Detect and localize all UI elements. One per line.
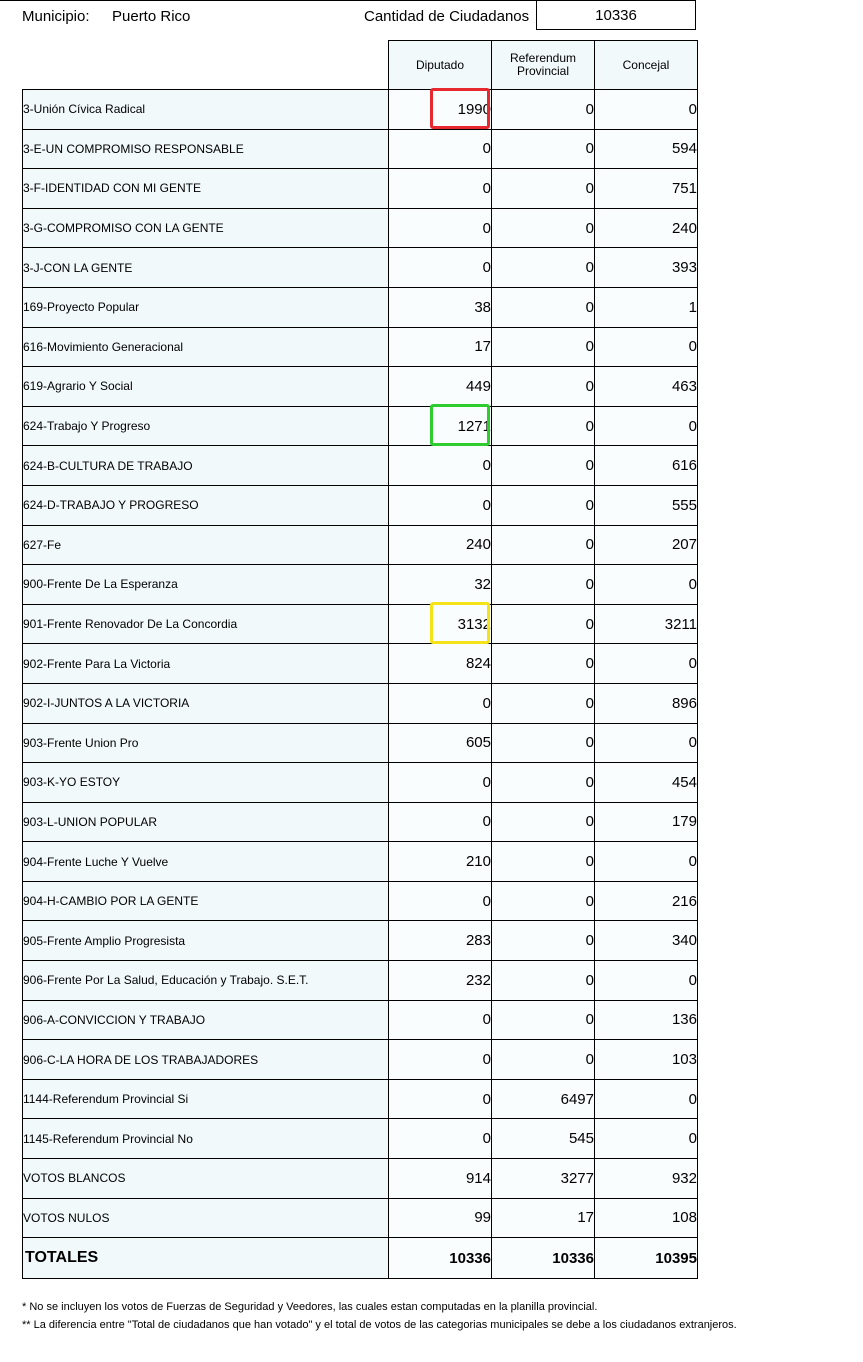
concejal-cell: 896: [595, 683, 698, 723]
concejal-cell: 0: [595, 961, 698, 1001]
party-name-cell: 3-F-IDENTIDAD CON MI GENTE: [23, 169, 389, 209]
diputado-cell: 0: [389, 683, 492, 723]
concejal-cell: 594: [595, 129, 698, 169]
diputado-cell: 1271: [389, 406, 492, 446]
diputado-cell: 283: [389, 921, 492, 961]
party-name-cell: 627-Fe: [23, 525, 389, 565]
results-body: [23, 90, 698, 1279]
diputado-cell: 32: [389, 565, 492, 605]
table-row: [23, 802, 698, 842]
referendum-cell: 0: [492, 802, 595, 842]
referendum-cell: 3277: [492, 1159, 595, 1199]
referendum-cell: 0: [492, 525, 595, 565]
diputado-cell: 0: [389, 1119, 492, 1159]
concejal-cell: 0: [595, 406, 698, 446]
diputado-cell: 824: [389, 644, 492, 684]
party-name-cell: 1145-Referendum Provincial No: [23, 1119, 389, 1159]
column-header-diputado: Diputado: [389, 41, 492, 90]
diputado-cell: 0: [389, 1079, 492, 1119]
party-name-cell: 169-Proyecto Popular: [23, 287, 389, 327]
concejal-cell: 0: [595, 565, 698, 605]
concejal-cell: 751: [595, 169, 698, 209]
party-name-cell: VOTOS BLANCOS: [23, 1159, 389, 1199]
diputado-cell: 99: [389, 1198, 492, 1238]
party-name-cell: 3-G-COMPROMISO CON LA GENTE: [23, 208, 389, 248]
concejal-cell: 555: [595, 485, 698, 525]
diputado-cell: 0: [389, 208, 492, 248]
referendum-cell: 0: [492, 604, 595, 644]
party-name-cell: 1144-Referendum Provincial Si: [23, 1079, 389, 1119]
diputado-cell: 17: [389, 327, 492, 367]
referendum-cell: 0: [492, 1000, 595, 1040]
table-row: [23, 446, 698, 486]
concejal-cell: 108: [595, 1198, 698, 1238]
footnote-1: * No se incluyen los votos de Fuerzas de Seguridad y Veedores, las cuales estan computadas en la planilla provincial.: [22, 1301, 598, 1313]
table-row: [23, 763, 698, 803]
column-header-referendum-text: Referendum Provincial: [509, 51, 577, 78]
party-name-cell: 619-Agrario Y Social: [23, 367, 389, 407]
party-name-cell: 901-Frente Renovador De La Concordia: [23, 604, 389, 644]
diputado-cell: 0: [389, 169, 492, 209]
party-name-cell: 902-I-JUNTOS A LA VICTORIA: [23, 683, 389, 723]
referendum-cell: 0: [492, 327, 595, 367]
referendum-cell: 0: [492, 446, 595, 486]
municipio-value: Puerto Rico: [112, 8, 191, 25]
concejal-cell: 240: [595, 208, 698, 248]
table-row: [23, 1040, 698, 1080]
table-row: [23, 525, 698, 565]
table-row: [23, 1000, 698, 1040]
diputado-cell: 449: [389, 367, 492, 407]
concejal-cell: 0: [595, 1119, 698, 1159]
header-blank-cell: [23, 41, 389, 90]
table-row: [23, 1079, 698, 1119]
referendum-cell: 10336: [492, 1238, 595, 1279]
referendum-cell: 0: [492, 763, 595, 803]
totals-row: [23, 1238, 698, 1279]
referendum-cell: 0: [492, 485, 595, 525]
concejal-cell: 454: [595, 763, 698, 803]
table-row: [23, 406, 698, 446]
table-row: [23, 604, 698, 644]
party-name-cell: 903-L-UNION POPULAR: [23, 802, 389, 842]
concejal-cell: 0: [595, 644, 698, 684]
concejal-cell: 340: [595, 921, 698, 961]
concejal-cell: 10395: [595, 1238, 698, 1279]
party-name-cell: 906-Frente Por La Salud, Educación y Trabajo. S.E.T.: [23, 961, 389, 1001]
referendum-cell: 0: [492, 90, 595, 130]
column-header-row: [23, 41, 698, 90]
referendum-cell: 0: [492, 129, 595, 169]
diputado-cell: 0: [389, 1000, 492, 1040]
concejal-cell: 216: [595, 881, 698, 921]
diputado-cell: 0: [389, 763, 492, 803]
party-name-cell: 906-C-LA HORA DE LOS TRABAJADORES: [23, 1040, 389, 1080]
party-name-cell: 624-Trabajo Y Progreso: [23, 406, 389, 446]
referendum-cell: 17: [492, 1198, 595, 1238]
referendum-cell: 0: [492, 683, 595, 723]
concejal-cell: 0: [595, 723, 698, 763]
concejal-cell: 207: [595, 525, 698, 565]
diputado-cell: 0: [389, 248, 492, 288]
concejal-cell: 179: [595, 802, 698, 842]
diputado-cell: 210: [389, 842, 492, 882]
referendum-cell: 0: [492, 287, 595, 327]
referendum-cell: 0: [492, 406, 595, 446]
table-row: [23, 287, 698, 327]
table-row: [23, 485, 698, 525]
concejal-cell: 393: [595, 248, 698, 288]
concejal-cell: 463: [595, 367, 698, 407]
table-row: [23, 921, 698, 961]
column-header-concejal: Concejal: [595, 41, 698, 90]
party-name-cell: TOTALES: [23, 1238, 389, 1279]
party-name-cell: 3-E-UN COMPROMISO RESPONSABLE: [23, 129, 389, 169]
table-row: [23, 327, 698, 367]
table-row: [23, 129, 698, 169]
table-row: [23, 208, 698, 248]
table-row: [23, 1119, 698, 1159]
table-row: [23, 367, 698, 407]
concejal-cell: 0: [595, 1079, 698, 1119]
party-name-cell: VOTOS NULOS: [23, 1198, 389, 1238]
diputado-cell: 0: [389, 446, 492, 486]
referendum-cell: 0: [492, 565, 595, 605]
diputado-cell: 0: [389, 802, 492, 842]
table-row: [23, 90, 698, 130]
diputado-cell: 10336: [389, 1238, 492, 1279]
party-name-cell: 900-Frente De La Esperanza: [23, 565, 389, 605]
column-header-referendum: [492, 41, 595, 90]
results-table: [22, 40, 698, 1279]
referendum-cell: 0: [492, 169, 595, 209]
party-name-cell: 905-Frente Amplio Progresista: [23, 921, 389, 961]
concejal-cell: 103: [595, 1040, 698, 1080]
table-row: [23, 565, 698, 605]
table-row: [23, 723, 698, 763]
concejal-cell: 0: [595, 90, 698, 130]
concejal-cell: 1: [595, 287, 698, 327]
footnotes: [22, 1300, 822, 1336]
concejal-cell: 0: [595, 842, 698, 882]
concejal-cell: 3211: [595, 604, 698, 644]
footnote-2: ** La diferencia entre "Total de ciudadanos que han votado" y el total de votos de las categorias municipales se debe a los ciudadanos extranjeros.: [22, 1319, 737, 1331]
table-row: [23, 961, 698, 1001]
diputado-cell: 0: [389, 129, 492, 169]
concejal-cell: 0: [595, 327, 698, 367]
table-row: [23, 683, 698, 723]
diputado-cell: 232: [389, 961, 492, 1001]
cantidad-ciudadanos-label: Cantidad de Ciudadanos: [364, 8, 530, 25]
diputado-cell: 914: [389, 1159, 492, 1199]
referendum-cell: 0: [492, 723, 595, 763]
referendum-cell: 0: [492, 644, 595, 684]
referendum-cell: 0: [492, 208, 595, 248]
referendum-cell: 0: [492, 881, 595, 921]
table-row: [23, 842, 698, 882]
diputado-cell: 0: [389, 881, 492, 921]
party-name-cell: 904-Frente Luche Y Vuelve: [23, 842, 389, 882]
header-row: [0, 0, 863, 36]
diputado-cell: 605: [389, 723, 492, 763]
party-name-cell: 616-Movimiento Generacional: [23, 327, 389, 367]
referendum-cell: 0: [492, 921, 595, 961]
diputado-cell: 3132: [389, 604, 492, 644]
referendum-cell: 6497: [492, 1079, 595, 1119]
referendum-cell: 545: [492, 1119, 595, 1159]
party-name-cell: 903-Frente Union Pro: [23, 723, 389, 763]
referendum-cell: 0: [492, 367, 595, 407]
referendum-cell: 0: [492, 1040, 595, 1080]
concejal-cell: 136: [595, 1000, 698, 1040]
table-row: [23, 881, 698, 921]
party-name-cell: 906-A-CONVICCION Y TRABAJO: [23, 1000, 389, 1040]
table-row: [23, 644, 698, 684]
party-name-cell: 3-J-CON LA GENTE: [23, 248, 389, 288]
diputado-cell: 1990: [389, 90, 492, 130]
party-name-cell: 902-Frente Para La Victoria: [23, 644, 389, 684]
referendum-cell: 0: [492, 248, 595, 288]
table-row: [23, 248, 698, 288]
diputado-cell: 38: [389, 287, 492, 327]
cantidad-ciudadanos-value: 10336: [536, 0, 696, 30]
table-row: [23, 169, 698, 209]
party-name-cell: 904-H-CAMBIO POR LA GENTE: [23, 881, 389, 921]
concejal-cell: 932: [595, 1159, 698, 1199]
table-row: [23, 1198, 698, 1238]
party-name-cell: 903-K-YO ESTOY: [23, 763, 389, 803]
diputado-cell: 0: [389, 485, 492, 525]
party-name-cell: 624-D-TRABAJO Y PROGRESO: [23, 485, 389, 525]
diputado-cell: 0: [389, 1040, 492, 1080]
referendum-cell: 0: [492, 842, 595, 882]
party-name-cell: 3-Unión Cívica Radical: [23, 90, 389, 130]
party-name-cell: 624-B-CULTURA DE TRABAJO: [23, 446, 389, 486]
municipio-label: Municipio:: [22, 8, 90, 25]
referendum-cell: 0: [492, 961, 595, 1001]
table-row: [23, 1159, 698, 1199]
diputado-cell: 240: [389, 525, 492, 565]
concejal-cell: 616: [595, 446, 698, 486]
